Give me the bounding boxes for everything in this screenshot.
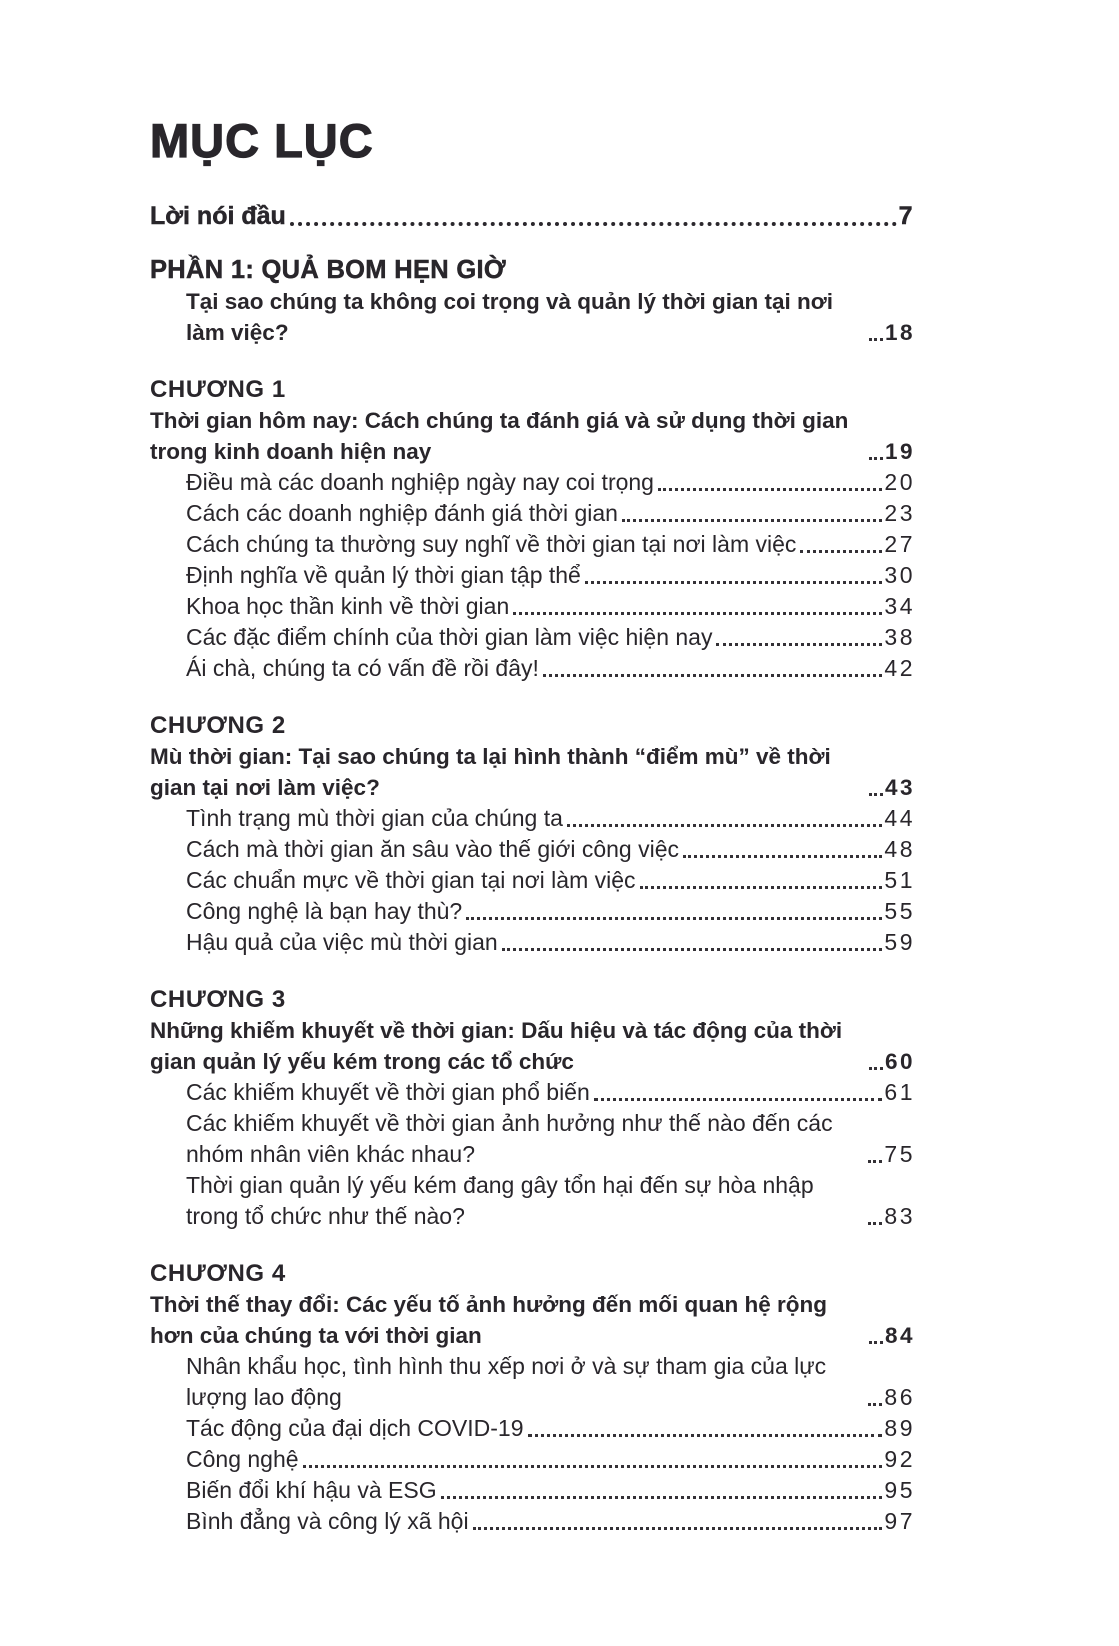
chapter-title: Thời thế thay đổi: Các yếu tố ảnh hưởng đến mối quan hệ rộng hơn của chúng ta với thời gian xyxy=(150,1292,828,1349)
toc-row xyxy=(186,896,913,927)
dot-leader xyxy=(869,1067,883,1070)
dot-leader xyxy=(869,338,883,341)
chapter-3-section xyxy=(150,984,913,1232)
chapter-page-number: 84 xyxy=(884,1323,915,1349)
toc-entry-page-number: 97 xyxy=(884,1508,915,1535)
chapter-3-label: CHƯƠNG 3 xyxy=(150,986,286,1014)
toc-entry-title: Công nghệ là bạn hay thù? xyxy=(186,898,463,925)
toc-row xyxy=(186,1351,913,1413)
toc-entry-page-number: 89 xyxy=(884,1415,915,1442)
toc-row-chapter-title xyxy=(150,405,913,467)
toc-row xyxy=(186,1506,913,1537)
dot-leader xyxy=(658,488,882,491)
toc-row-chapter-title xyxy=(150,1289,913,1351)
toc-entry-page-number: 95 xyxy=(884,1477,915,1504)
toc-entry-title: Tại sao chúng ta không coi trọng và quản lý thời gian tại nơi làm việc? xyxy=(186,289,834,346)
toc-row xyxy=(186,498,913,529)
toc-row-chapter-title xyxy=(150,741,913,803)
dot-leader xyxy=(502,948,883,951)
toc-row xyxy=(186,467,913,498)
dot-leader xyxy=(290,222,897,226)
chapter-4-section xyxy=(150,1258,913,1537)
dot-leader xyxy=(869,1341,883,1344)
toc-entry-page-number: 86 xyxy=(884,1384,915,1411)
chapter-title: Mù thời gian: Tại sao chúng ta lại hình thành “điểm mù” về thời gian tại nơi làm việc? xyxy=(150,744,831,801)
toc-entry-title: Công nghệ xyxy=(186,1446,299,1473)
toc-entry-page-number: 51 xyxy=(884,867,915,894)
chapter-4-entries xyxy=(150,1351,913,1537)
part-1-section xyxy=(150,254,913,348)
toc-row xyxy=(186,1108,913,1170)
toc-entry-page-number: 75 xyxy=(884,1141,915,1168)
chapter-4-label: CHƯƠNG 4 xyxy=(150,1260,286,1288)
toc-entry-page-number: 55 xyxy=(884,898,915,925)
chapter-page-number: 43 xyxy=(884,775,915,801)
toc-entry-page-number: 23 xyxy=(884,500,915,527)
toc-row xyxy=(186,1475,913,1506)
toc-entry-page-number: 83 xyxy=(884,1203,915,1230)
toc-entry-page-number: 42 xyxy=(884,655,915,682)
chapter-1-section xyxy=(150,374,913,684)
toc-entry-page-number: 20 xyxy=(884,469,915,496)
dot-leader xyxy=(594,1098,883,1101)
toc-row xyxy=(186,529,913,560)
toc-entry-title: Hậu quả của việc mù thời gian xyxy=(186,929,498,956)
dot-leader xyxy=(528,1434,883,1437)
toc-row-chapter-title xyxy=(150,1015,913,1077)
chapter-2-entries xyxy=(150,803,913,958)
toc-entry-title: Nhân khẩu học, tình hình thu xếp nơi ở và sự tham gia của lực lượng lao động xyxy=(186,1353,827,1411)
dot-leader xyxy=(585,581,883,584)
dot-leader xyxy=(303,1465,883,1468)
dot-leader xyxy=(716,643,882,646)
dot-leader xyxy=(473,1527,883,1530)
dot-leader xyxy=(683,855,882,858)
dot-leader xyxy=(622,519,882,522)
toc-entry-page-number: 38 xyxy=(884,624,915,651)
toc-entry-page-number: 34 xyxy=(884,593,915,620)
toc-row xyxy=(186,653,913,684)
toc-entry-page-number: 61 xyxy=(884,1079,915,1106)
toc-entry-title: Thời gian quản lý yếu kém đang gây tổn hại đến sự hòa nhập trong tổ chức như thế nào? xyxy=(186,1172,814,1230)
toc-row xyxy=(186,1077,913,1108)
toc-row xyxy=(186,1170,913,1232)
toc-entry-title: Các chuẩn mực về thời gian tại nơi làm việc xyxy=(186,867,636,894)
toc-row xyxy=(186,803,913,834)
toc-row xyxy=(186,622,913,653)
toc-row xyxy=(186,560,913,591)
dot-leader xyxy=(800,550,882,553)
toc-row xyxy=(186,834,913,865)
toc-entry-page-number: 18 xyxy=(884,320,915,346)
toc-entry-title: Các khiếm khuyết về thời gian phổ biến xyxy=(186,1079,590,1106)
toc-entry-page-number: 59 xyxy=(884,929,915,956)
toc-entry-title: Ái chà, chúng ta có vấn đề rồi đây! xyxy=(186,655,539,682)
toc-row-part-entry xyxy=(186,286,913,348)
toc-entry-page-number: 27 xyxy=(884,531,915,558)
toc-row xyxy=(186,1444,913,1475)
toc-row xyxy=(186,927,913,958)
dot-leader xyxy=(868,1222,882,1225)
page-title: MỤC LỤC xyxy=(150,114,374,167)
toc-row xyxy=(186,865,913,896)
dot-leader xyxy=(441,1496,883,1499)
toc-entry-title: Cách chúng ta thường suy nghĩ về thời gian tại nơi làm việc xyxy=(186,531,797,558)
dot-leader xyxy=(543,674,883,677)
preface-page-number: 7 xyxy=(898,202,915,231)
dot-leader xyxy=(868,1160,882,1163)
chapter-1-label: CHƯƠNG 1 xyxy=(150,376,286,404)
toc-row xyxy=(186,591,913,622)
toc-entry-title: Cách mà thời gian ăn sâu vào thế giới công việc xyxy=(186,836,679,863)
chapter-1-entries xyxy=(150,467,913,684)
toc-entry-title: Khoa học thần kinh về thời gian xyxy=(186,593,510,620)
toc-entry-page-number: 30 xyxy=(884,562,915,589)
toc-row xyxy=(186,1413,913,1444)
chapter-2-label: CHƯƠNG 2 xyxy=(150,712,286,740)
dot-leader xyxy=(567,824,882,827)
dot-leader xyxy=(869,793,883,796)
chapter-2-section xyxy=(150,710,913,958)
toc-entry-title: Biến đổi khí hậu và ESG xyxy=(186,1477,437,1504)
toc-entry-page-number: 48 xyxy=(884,836,915,863)
preface-label: Lời nói đầu xyxy=(150,202,286,231)
chapter-3-entries xyxy=(150,1077,913,1232)
dot-leader xyxy=(869,457,883,460)
chapter-title: Thời gian hôm nay: Cách chúng ta đánh giá và sử dụng thời gian trong kinh doanh hiện nay xyxy=(150,408,849,465)
chapter-title: Những khiếm khuyết về thời gian: Dấu hiệu và tác động của thời gian quản lý yếu kém trong các tổ chức xyxy=(150,1018,843,1075)
toc-entry-page-number: 92 xyxy=(884,1446,915,1473)
dot-leader xyxy=(466,917,882,920)
toc-entry-title: Các khiếm khuyết về thời gian ảnh hưởng như thế nào đến các nhóm nhân viên khác nhau? xyxy=(186,1110,833,1168)
toc-row-preface xyxy=(150,201,913,232)
chapter-page-number: 19 xyxy=(884,439,915,465)
toc-entry-page-number: 44 xyxy=(884,805,915,832)
chapter-page-number: 60 xyxy=(884,1049,915,1075)
toc-entry-title: Điều mà các doanh nghiệp ngày nay coi trọng xyxy=(186,469,654,496)
toc-entry-title: Các đặc điểm chính của thời gian làm việc hiện nay xyxy=(186,624,713,651)
toc-entry-title: Tác động của đại dịch COVID-19 xyxy=(186,1415,524,1442)
toc-entry-title: Định nghĩa về quản lý thời gian tập thể xyxy=(186,562,581,589)
toc-entry-title: Bình đẳng và công lý xã hội xyxy=(186,1508,469,1535)
dot-leader xyxy=(513,612,882,615)
toc-entry-title: Cách các doanh nghiệp đánh giá thời gian xyxy=(186,500,618,527)
part-1-heading: PHẦN 1: QUẢ BOM HẸN GIỜ xyxy=(150,256,506,285)
dot-leader xyxy=(640,886,883,889)
toc-entry-title: Tình trạng mù thời gian của chúng ta xyxy=(186,805,563,832)
dot-leader xyxy=(868,1403,882,1406)
